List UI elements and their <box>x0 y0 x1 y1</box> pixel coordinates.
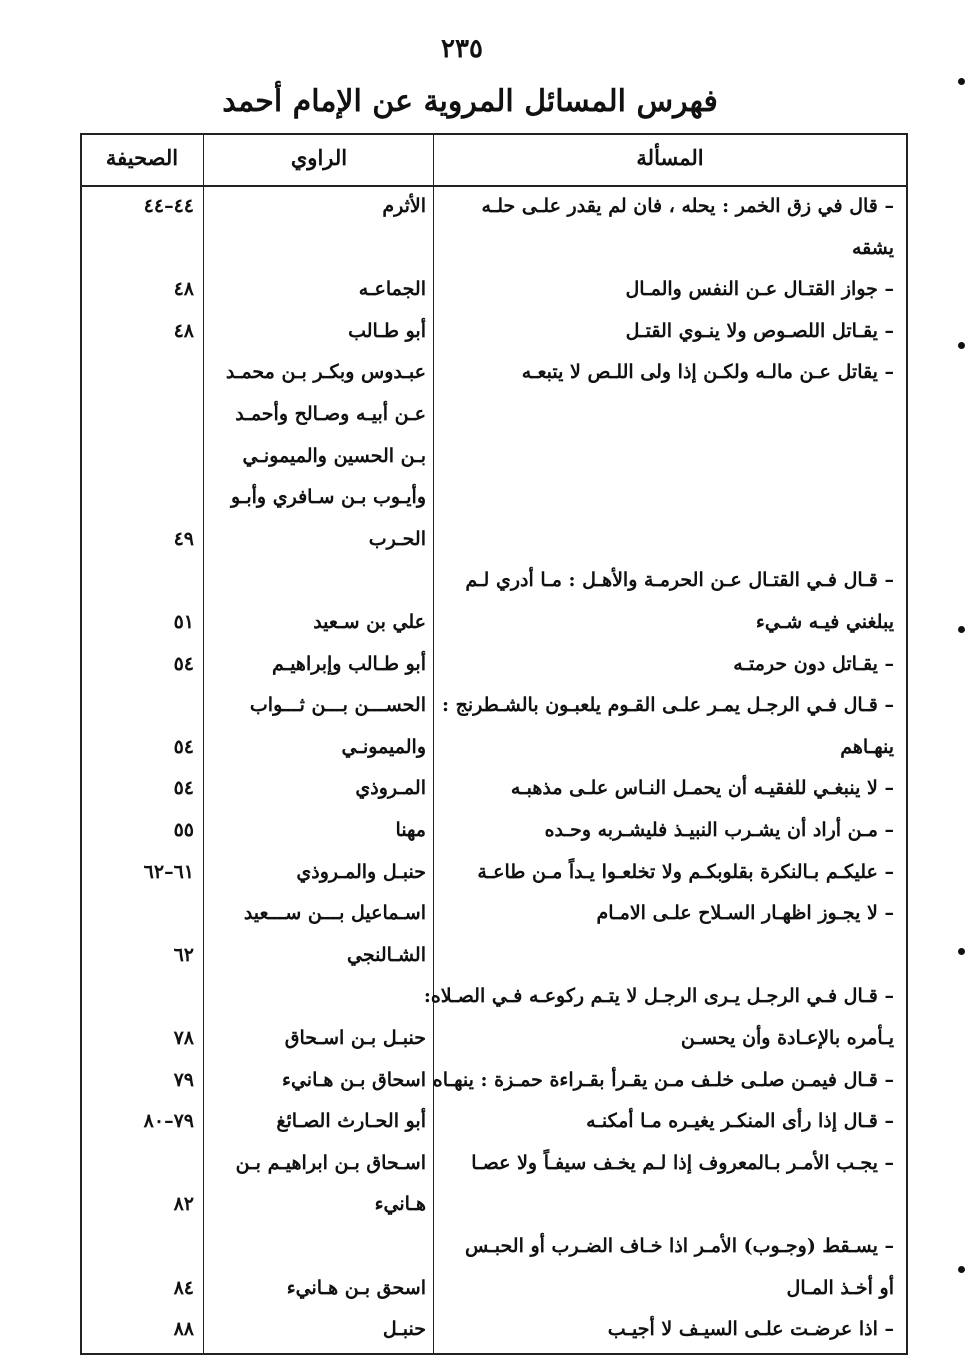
narrator-cell: المـروذي <box>355 777 426 799</box>
narrator-cell: وأيـوب بـن سـافري وأبـو <box>230 486 426 508</box>
narrator-cell: الجماعـه <box>358 278 426 300</box>
issue-cell: يـأمره بالإعـادة وأن يحسـن <box>680 1027 894 1049</box>
issue-cell: ينهـاهم <box>840 736 894 758</box>
page-title: فهرس المسائل المروية عن الإمام أحمد <box>222 84 718 119</box>
narrator-cell: أبو الحـارث الصـائغ <box>276 1110 426 1132</box>
issue-cell: – يقاتل عـن مالـه ولكـن إذا ولى اللـص لا يتبعـه <box>521 361 894 383</box>
narrator-cell: الحســـن بـــن ثـــواب <box>249 694 426 716</box>
page-cell: ٥٤ <box>173 777 194 799</box>
issue-cell: – قـال إذا رأى المنكـر يغيـره مـا أمكنـه <box>586 1110 894 1132</box>
narrator-cell: بـن الحسين والميمونـي <box>242 445 426 467</box>
page-cell: ٨٢ <box>173 1193 194 1215</box>
issue-cell: – قـال فـي الرجـل يـرى الرجـل لا يتـم ركوعـه فـي الصـلاه: <box>423 985 894 1007</box>
scan-mark <box>958 626 965 633</box>
issue-cell: – جواز القتـال عـن النفس والمـال <box>625 278 894 300</box>
narrator-cell: اسـماعيل بـــن ســـعيد <box>243 902 426 924</box>
issue-cell: – يسـقط (وجـوب) الأمـر اذا خـاف الضـرب أو الحبـس <box>465 1235 894 1257</box>
page-cell: ٥٤ <box>173 736 194 758</box>
page-cell: ٥٥ <box>173 819 194 841</box>
page-cell: ٧٩–٨٠ <box>143 1110 194 1132</box>
page-cell: ٨٤ <box>173 1277 194 1299</box>
narrator-cell: الحـرب <box>368 528 426 550</box>
scan-mark <box>958 948 965 955</box>
narrator-cell: والميمونـي <box>341 736 426 758</box>
issue-cell: – مـن أراد أن يشـرب النبيـذ فليشـربه وحـده <box>544 819 894 841</box>
page-cell: ٤٤–٤٤ <box>143 195 194 217</box>
narrator-cell: الشـالنجي <box>347 944 426 966</box>
issue-cell: أو أخـذ المـال <box>786 1277 894 1299</box>
issue-cell: يشقه <box>851 237 894 259</box>
narrator-cell: اسـحاق بـن ابراهيـم بـن <box>235 1152 426 1174</box>
narrator-cell: علي بن سـعيد <box>313 611 426 633</box>
narrator-cell: أبو طـالب وإبراهيـم <box>271 653 426 675</box>
issue-cell: – اذا عرضـت علـى السيـف لا أجيـب <box>607 1318 894 1340</box>
page-cell: ٤٨ <box>173 320 194 342</box>
issue-cell: يبلغني فيـه شـيء <box>755 611 894 633</box>
index-table <box>80 133 908 1355</box>
issue-cell: – عليكـم بـالنكرة بقلوبكـم ولا تخلعـوا يـداً مـن طاعـة <box>477 861 894 883</box>
page-cell: ٦١–٦٢ <box>143 861 194 883</box>
page-cell: ٥٤ <box>173 653 194 675</box>
narrator-cell: اسحاق بـن هـانيء <box>282 1069 426 1091</box>
header-narrator: الراوي <box>290 145 348 170</box>
header-page: الصحيفة <box>105 145 179 170</box>
narrator-cell: مهنا <box>395 819 426 841</box>
page-number: ٢٣٥ <box>441 34 483 64</box>
issue-cell: – يقـاتل دون حرمتـه <box>733 653 894 675</box>
narrator-cell: حنبـل والمـروذي <box>296 861 426 883</box>
scan-mark <box>958 1266 965 1273</box>
narrator-cell: حنبـل <box>382 1318 426 1340</box>
narrator-cell: هـانيء <box>374 1193 426 1215</box>
column-divider <box>203 135 204 1353</box>
page-cell: ٦٢ <box>173 944 194 966</box>
scan-mark <box>958 78 965 85</box>
issue-cell: – لا ينبغـي للفقيـه أن يحمـل النـاس علـى مذهبـه <box>510 777 894 799</box>
header-issue: المسألة <box>636 145 704 170</box>
header-divider <box>82 185 906 187</box>
page-cell: ٤٩ <box>173 528 194 550</box>
narrator-cell: الأثرم <box>382 195 426 217</box>
issue-cell: – يجـب الأمـر بـالمعروف إذا لـم يخـف سيفـاً ولا عصـا <box>471 1152 894 1174</box>
column-divider <box>433 135 434 1353</box>
issue-cell: – قـال فـي الرجـل يمـر علـى القـوم يلعبـون بالشـطرنج : <box>441 694 894 716</box>
narrator-cell: أبو طـالب <box>348 320 426 342</box>
issue-cell: – قـال فيمـن صلـى خلـف مـن يقـرأ بقـراءة حمـزة : ينهـاه <box>432 1069 894 1091</box>
narrator-cell: عـن أبيـه وصـالح وأحمـد <box>235 403 426 425</box>
narrator-cell: حنبـل بـن اسـحاق <box>284 1027 426 1049</box>
page-cell: ٥١ <box>173 611 194 633</box>
issue-cell: – قال في زق الخمر : يحله ، فان لم يقدر علـى حلـه <box>481 195 894 217</box>
page-cell: ٤٨ <box>173 278 194 300</box>
issue-cell: – لا يجـوز اظهـار السـلاح علـى الامـام <box>596 902 894 924</box>
issue-cell: – قـال فـي القتـال عـن الحرمـة والأهـل : مـا أدري لـم <box>465 569 894 591</box>
page-cell: ٧٩ <box>173 1069 194 1091</box>
issue-cell: – يقـاتل اللصـوص ولا ينـوي القتـل <box>625 320 894 342</box>
narrator-cell: عبـدوس وبكـر بـن محمـد <box>225 361 426 383</box>
scan-mark <box>958 342 965 349</box>
page-cell: ٨٨ <box>173 1318 194 1340</box>
page-cell: ٧٨ <box>173 1027 194 1049</box>
narrator-cell: اسحق بـن هـانيء <box>286 1277 426 1299</box>
